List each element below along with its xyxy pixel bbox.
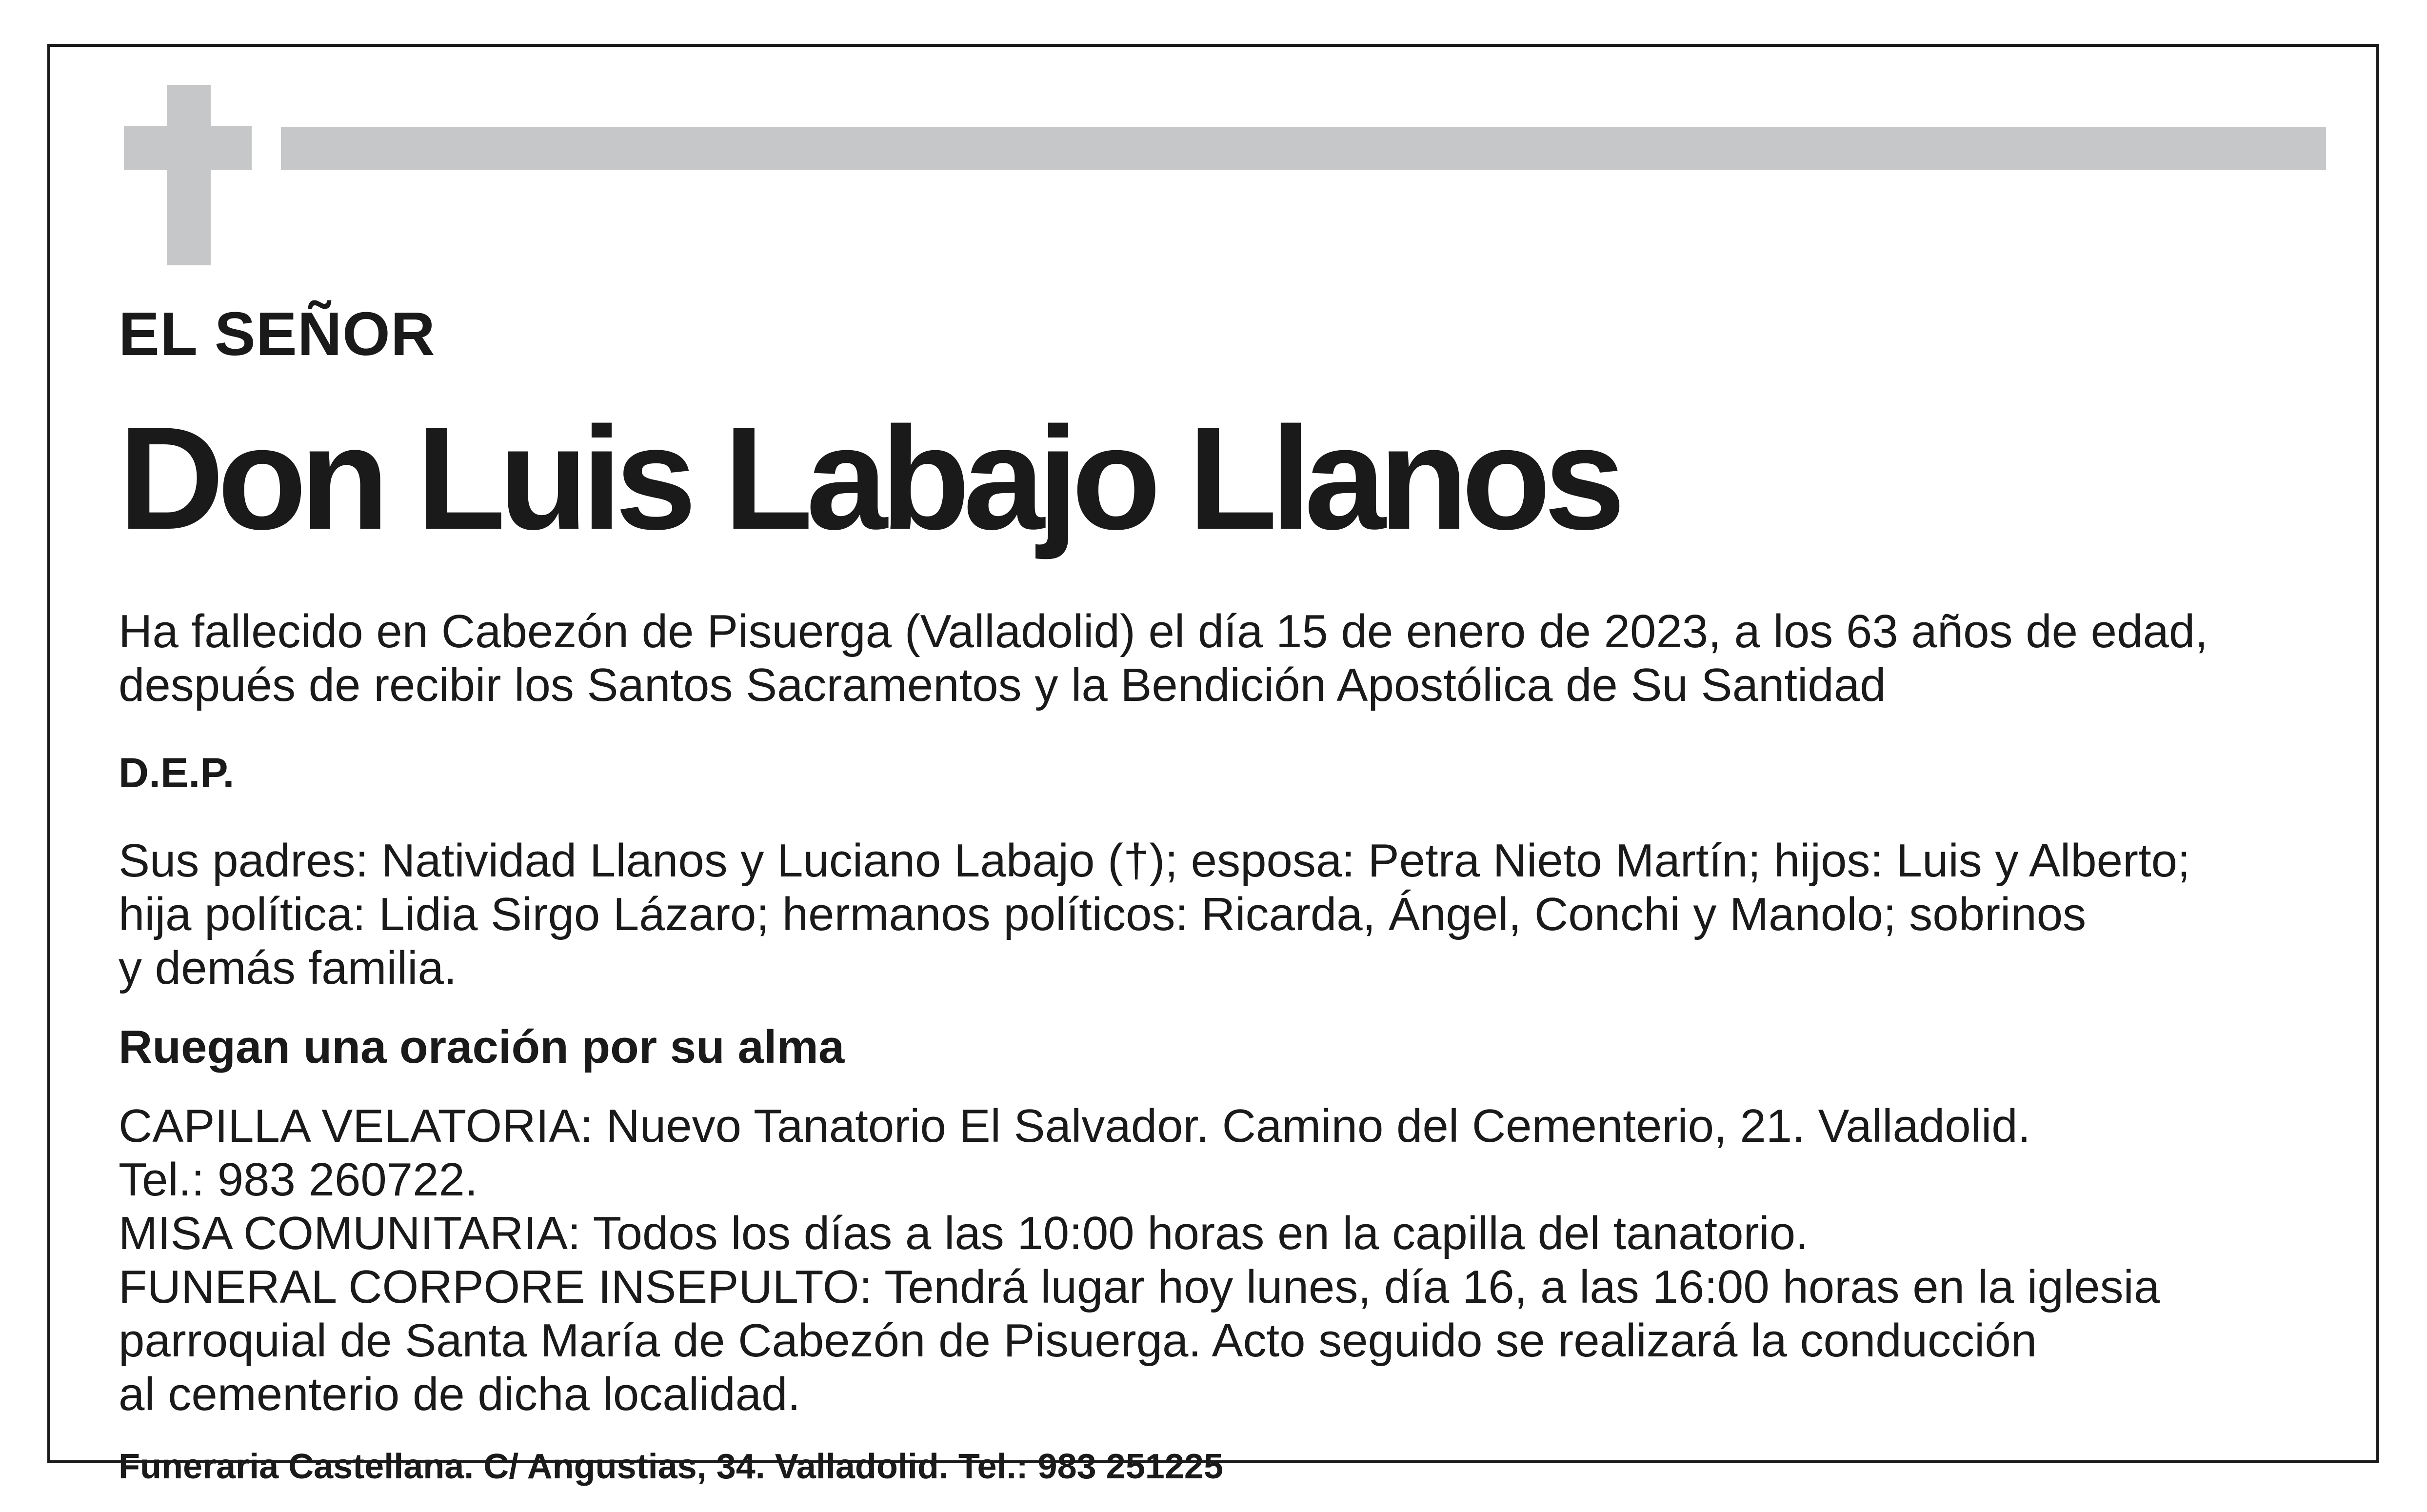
detail-line: parroquial de Santa María de Cabezón de Pisuerga. Acto seguido se realizará la conducción [119, 1314, 2037, 1367]
detail-line: CAPILLA VELATORIA: Nuevo Tanatorio El Salvador. Camino del Cementerio, 21. Valladolid. [119, 1100, 2031, 1152]
dep-label: D.E.P. [119, 750, 235, 796]
header-rule [281, 127, 2326, 170]
family-line: Sus padres: Natividad Llanos y Luciano Labajo (†); esposa: Petra Nieto Martín; hijos: Luis y Alberto; [119, 835, 2190, 887]
intro-line: después de recibir los Santos Sacramentos y la Bendición Apostólica de Su Santidad [119, 659, 1886, 711]
detail-line: FUNERAL CORPORE INSEPULTO: Tendrá lugar hoy lunes, día 16, a las 16:00 horas en la iglesia [119, 1261, 2160, 1313]
intro-line: Ha fallecido en Cabezón de Pisuerga (Valladolid) el día 15 de enero de 2023, a los 63 años de edad, [119, 605, 2208, 657]
family-paragraph [119, 834, 2343, 995]
detail-line: al cementerio de dicha localidad. [119, 1368, 801, 1420]
detail-line: Tel.: 983 260722. [119, 1154, 478, 1206]
detail-line: MISA COMUNITARIA: Todos los días a las 10:00 horas en la capilla del tanatorio. [119, 1207, 1809, 1259]
honorific: EL SEÑOR [119, 299, 436, 368]
intro-paragraph [119, 605, 2343, 712]
family-line: y demás familia. [119, 942, 457, 994]
cross-horizontal-beam [124, 126, 252, 170]
funeral-home-footer: Funeraria Castellana. C/ Angustias, 34. Valladolid. Tel.: 983 251225 [119, 1447, 1223, 1486]
family-line: hija política: Lidia Sirgo Lázaro; hermanos políticos: Ricarda, Ángel, Conchi y Manolo; sobrinos [119, 888, 2087, 940]
prayer-request: Ruegan una oración por su alma [119, 1021, 845, 1073]
obituary-content [119, 298, 2343, 1489]
deceased-name: Don Luis Labajo Llanos [119, 396, 1619, 560]
service-details [119, 1099, 2343, 1421]
cross-vertical-beam [167, 85, 211, 265]
